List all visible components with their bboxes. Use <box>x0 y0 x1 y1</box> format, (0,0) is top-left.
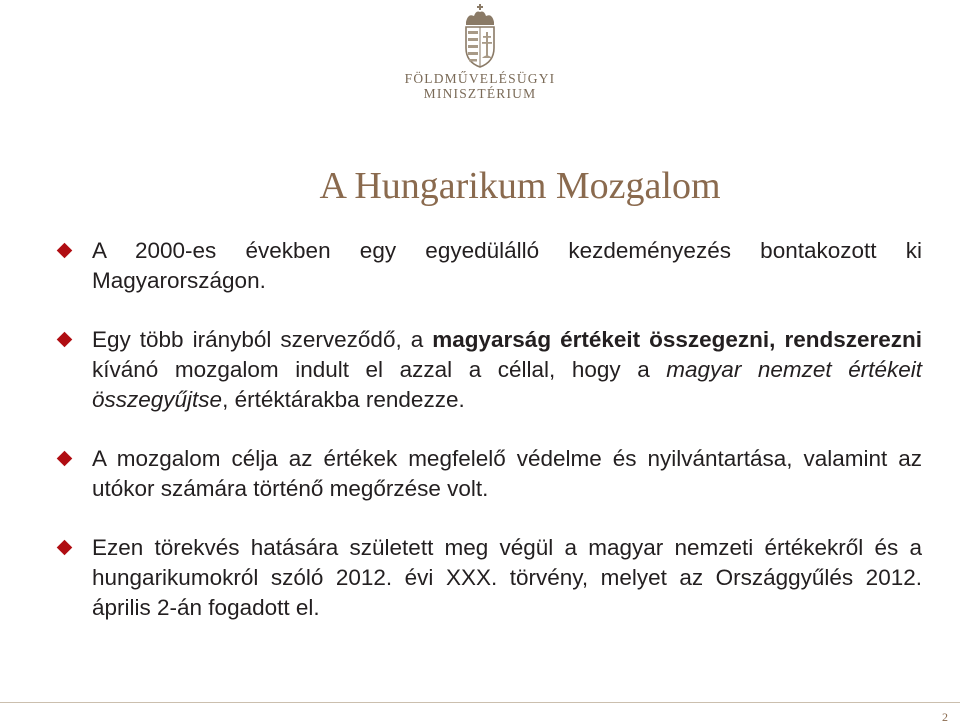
bullet-text-part: Egy több irányból szerveződő, a <box>92 327 433 352</box>
ministry-name-line2: MINISZTÉRIUM <box>423 86 537 101</box>
bullet-item-2 <box>56 325 922 415</box>
page-number: 2 <box>942 710 948 724</box>
bullet-item-1 <box>56 236 922 296</box>
ministry-logo <box>400 4 560 101</box>
bullet-text-part: , értéktárakba rendezze. <box>222 387 465 412</box>
ministry-name-line1: FÖLDMŰVELÉSÜGYI <box>404 71 556 86</box>
bullet-text-part: kívánó mozgalom indult el azzal a céllal, hogy a <box>92 357 667 382</box>
hungarian-coat-of-arms-icon <box>460 4 500 68</box>
bullet-text-bold: magyarság értékeit összegezni, rendszerezni <box>432 327 922 352</box>
bullet-item-3 <box>56 444 922 504</box>
bullet-text-italic: magyar nemzet értékeit összegyűjtse <box>92 357 922 412</box>
diamond-bullet-icon <box>57 540 73 556</box>
diamond-bullet-icon <box>57 332 73 348</box>
slide-title: A Hungarikum Mozgalom <box>319 165 721 207</box>
diamond-bullet-icon <box>57 451 73 467</box>
bullet-text: Ezen törekvés hatására született meg végül a magyar nemzeti értékekről és a hungarikumokról szóló 2012. évi XXX. törvény, melyet az Országgyűlés 2012. április 2-án fogadott el. <box>92 535 922 620</box>
bullet-item-4 <box>56 533 922 623</box>
diamond-bullet-icon <box>57 243 73 259</box>
footer-divider <box>0 702 960 703</box>
bullet-list <box>56 236 922 623</box>
bullet-text: A 2000-es években egy egyedülálló kezdeményezés bontakozott ki Magyarországon. <box>92 238 922 293</box>
bullet-text: A mozgalom célja az értékek megfelelő védelme és nyilvántartása, valamint az utókor számára történő megőrzése volt. <box>92 446 922 501</box>
